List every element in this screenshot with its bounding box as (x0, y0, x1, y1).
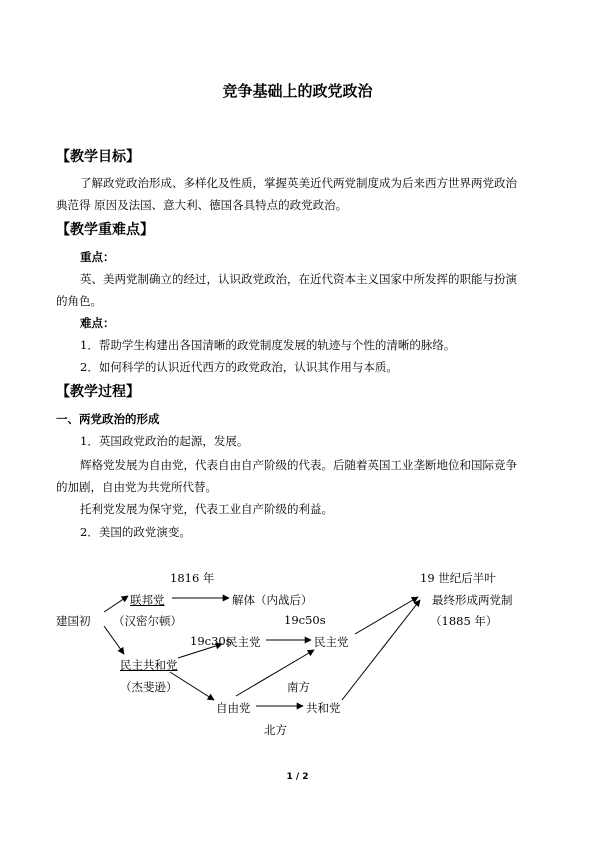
process-item-1: 1．英国政党政治的起源，发展。 (80, 434, 249, 448)
arrow-founding-to-federalist (104, 596, 128, 612)
goal-text-line-2: 典范得 原因及法国、意大利、德国各具特点的政党政治。 (56, 198, 348, 212)
label-democrat-1: 民主党 (226, 635, 261, 649)
label-democrat-2: 民主党 (314, 635, 349, 649)
page-title: 竞争基础上的政党政治 (222, 82, 373, 100)
label-democratic-republican: 民主共和党 (120, 658, 178, 672)
label-jefferson: （杰斐逊） (120, 680, 178, 694)
process-heading: 【教学过程】 (56, 384, 140, 400)
label-final-two-party: 最终形成两党制 (432, 593, 513, 607)
label-year-1830s: 19c30s (190, 634, 232, 648)
label-liberal: 自由党 (216, 701, 251, 715)
goal-text-line-1: 了解政党政治形成、多样化及性质，掌握英美近代两党制度成为后来西方世界两党政治 (80, 176, 517, 190)
difficulty-item-2: 2．如何科学的认识近代西方的政党政治，认识其作用与本质。 (80, 360, 398, 374)
label-year-1885: （1885 年） (430, 614, 498, 628)
key-text-line-1: 英、美两党制确立的经过，认识政党政治，在近代资本主义国家中所发挥的职能与扮演 (80, 272, 517, 286)
process-paragraph-3: 托利党发展为保守党，代表工业自产阶级的利益。 (80, 502, 333, 516)
arrow-dem-republican-to-democrat-1 (178, 644, 222, 658)
arrow-republican-to-final (342, 600, 420, 700)
label-late-19c: 19 世纪后半叶 (420, 571, 496, 585)
label-republican: 共和党 (306, 701, 341, 715)
key-text-line-2: 的角色。 (56, 294, 102, 308)
part1-heading: 一、两党政治的形成 (56, 412, 160, 426)
process-item-4: 2．美国的政党演变。 (80, 525, 191, 539)
goal-heading: 【教学目标】 (56, 149, 140, 165)
label-founding: 建国初 (56, 614, 91, 628)
key-label: 重点： (80, 250, 115, 264)
difficulty-label: 难点： (80, 316, 115, 330)
label-dissolve: 解体（内战后） (232, 593, 313, 607)
arrow-democrat-2-to-final (355, 597, 418, 634)
arrow-dem-republican-to-liberal (170, 672, 214, 700)
page-number: 1 / 2 (286, 772, 309, 782)
arrow-founding-to-dem-republican (104, 626, 124, 654)
label-hamilton: （汉密尔顿） (113, 614, 182, 628)
difficulty-item-1: 1．帮助学生构建出各国清晰的政党制度发展的轨迹与个性的清晰的脉络。 (80, 338, 456, 352)
process-paragraph-2-line-1: 辉格党发展为自由党，代表自由自产阶级的代表。后随着英国工业垄断地位和国际竞争 (80, 458, 517, 472)
label-north: 北方 (264, 723, 287, 737)
label-federalist: 联邦党 (130, 593, 165, 607)
key-heading: 【教学重难点】 (56, 222, 154, 238)
arrow-liberal-to-democrat-2 (236, 650, 314, 696)
process-paragraph-2-line-2: 的加剧，自由党为共党所代替。 (56, 480, 217, 494)
label-year-1816: 1816 年 (170, 571, 215, 585)
label-year-1850s: 19c50s (284, 613, 326, 627)
label-south: 南方 (287, 680, 310, 694)
